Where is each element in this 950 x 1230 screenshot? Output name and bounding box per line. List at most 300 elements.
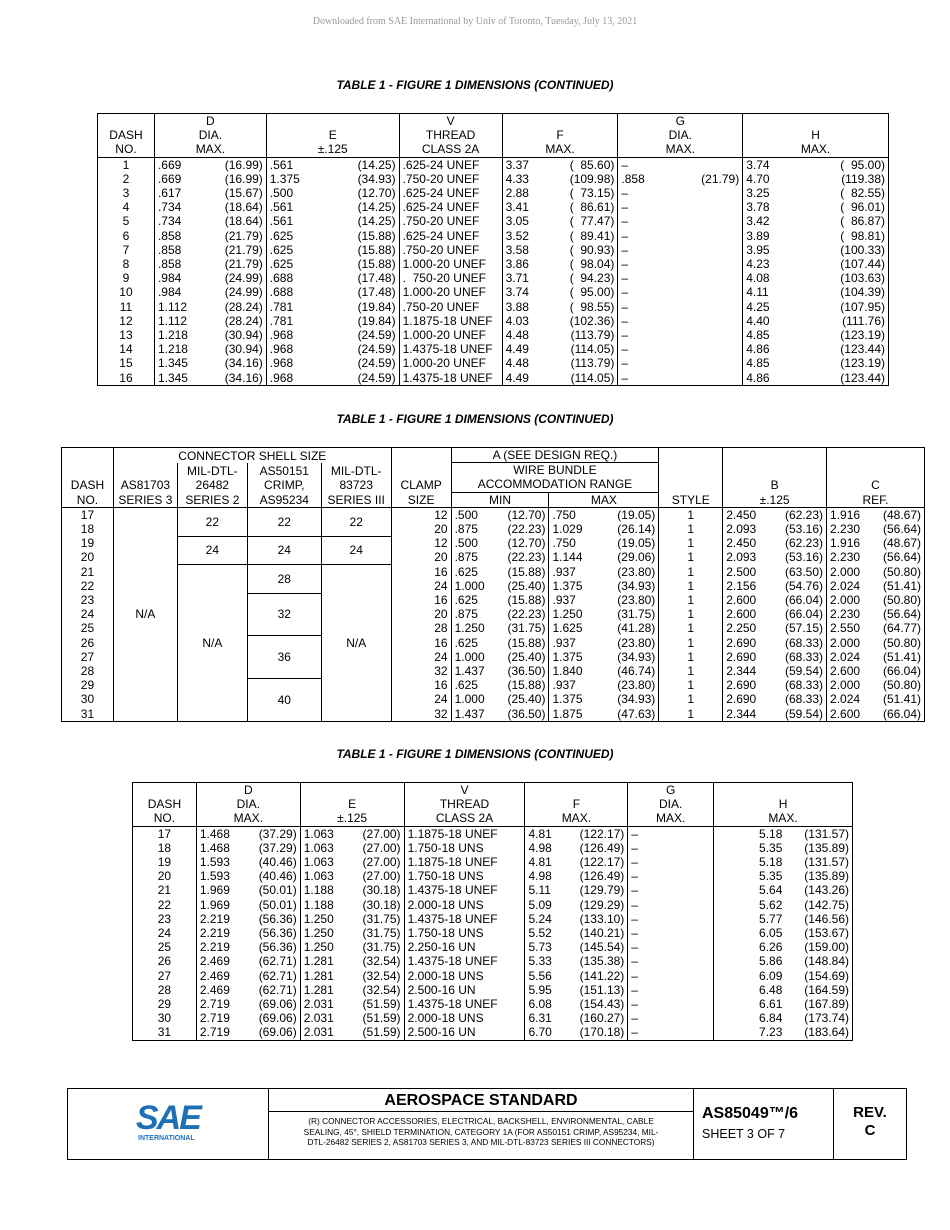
b-mm: (59.54) (785, 664, 824, 679)
table-cell (743, 300, 889, 314)
value-pair (304, 841, 401, 855)
table-cell (196, 983, 300, 997)
title-block (67, 1088, 907, 1160)
table-cell (714, 883, 853, 897)
table-row (62, 565, 925, 579)
f-inch: 5.24 (528, 911, 552, 926)
shell-size-s32: 32 (247, 593, 321, 636)
dash-header: DASH NO. (98, 114, 155, 158)
dash-header: DASH NO. (133, 783, 197, 827)
f-mm: (109.98) (569, 171, 615, 186)
thread-spec: 1.750-18 UNS (404, 869, 525, 883)
value-pair (830, 621, 921, 635)
table-cell (502, 285, 618, 299)
e-mm: (27.00) (362, 869, 401, 884)
value-pair (830, 678, 921, 692)
value-pair (200, 1025, 297, 1039)
h-mm: ( 95.00) (840, 157, 885, 172)
h-inch: 6.09 (759, 968, 783, 983)
sae-logo: SAE (136, 1099, 200, 1137)
f-mm: (114.05) (570, 370, 615, 385)
dash-no: 20 (133, 869, 197, 883)
h-inch: 4.85 (746, 356, 770, 371)
d-mm: (24.99) (224, 271, 263, 286)
table-cell (549, 664, 659, 678)
table-cell (714, 983, 853, 997)
value-pair (158, 172, 263, 186)
f-mm: (154.43) (579, 997, 625, 1012)
value-pair (270, 285, 396, 299)
table-cell (525, 940, 628, 954)
value-pair (200, 926, 297, 940)
value-pair (830, 565, 921, 579)
thread-spec: 1.4375-18 UNEF (404, 954, 525, 968)
table-cell (618, 314, 743, 328)
value-pair (717, 841, 849, 855)
f-inch: 5.33 (528, 954, 552, 969)
table-cell (618, 229, 743, 243)
value-pair (552, 650, 655, 664)
value-pair (158, 214, 263, 228)
value-pair (528, 969, 624, 983)
max-mm: (34.93) (617, 578, 656, 593)
value-pair (200, 883, 297, 897)
style: 1 (659, 522, 723, 536)
d-inch: 1.345 (157, 356, 188, 371)
table-cell (196, 1011, 300, 1025)
e-mm: (19.84) (357, 313, 396, 328)
d-mm: (69.06) (258, 997, 297, 1012)
table-cell (196, 883, 300, 897)
f-mm: ( 95.00) (569, 285, 615, 300)
thread-spec: .750-20 UNEF (399, 172, 502, 186)
f-inch: 3.74 (505, 285, 529, 300)
g-value: – (628, 855, 714, 869)
table-cell (502, 200, 618, 214)
d-inch: .858 (157, 242, 182, 257)
value-pair (455, 707, 546, 721)
table-cell (300, 969, 404, 983)
c-inch: 2.000 (830, 635, 861, 650)
table-cell (300, 997, 404, 1011)
f-inch: 3.88 (505, 299, 529, 314)
dash-no: 14 (98, 342, 155, 356)
clamp-size: 20 (391, 550, 451, 564)
d-inch: .858 (157, 257, 182, 272)
value-pair (746, 243, 885, 257)
style: 1 (659, 707, 723, 722)
value-pair (717, 883, 849, 897)
value-pair (830, 550, 921, 564)
f-inch: 3.71 (505, 271, 529, 286)
as50151-header: AS50151 CRIMP, AS95234 (247, 463, 321, 508)
table-cell (618, 172, 743, 186)
c-mm: (56.64) (882, 550, 921, 565)
e-mm: (14.25) (357, 214, 396, 229)
table-cell (525, 1025, 628, 1040)
table-cell (827, 678, 925, 692)
e-mm: (32.54) (362, 968, 401, 983)
e-mm: (24.59) (357, 370, 396, 385)
table-cell (300, 912, 404, 926)
revision-cell (834, 1089, 906, 1159)
value-pair (621, 214, 739, 228)
table-cell (827, 550, 925, 564)
min-inch: 1.000 (454, 692, 485, 707)
value-pair (830, 579, 921, 593)
min-inch: 1.437 (454, 706, 485, 721)
value-pair (158, 158, 263, 172)
table-cell (451, 664, 549, 678)
e-mm: (24.59) (357, 342, 396, 357)
e-inch: 2.031 (303, 1011, 334, 1026)
table-cell (451, 678, 549, 692)
d-mm: (56.36) (258, 940, 297, 955)
d-inch: .984 (157, 271, 182, 286)
table-cell (723, 507, 827, 522)
d-inch: 2.469 (199, 982, 230, 997)
value-pair (158, 285, 263, 299)
value-pair (552, 607, 655, 621)
value-pair (506, 229, 615, 243)
table-row (98, 229, 889, 243)
max-inch: .937 (552, 678, 576, 693)
b-inch: 2.690 (726, 678, 757, 693)
table-cell (525, 869, 628, 883)
table-cell (723, 678, 827, 692)
dash-no: 15 (98, 356, 155, 370)
value-pair (621, 229, 739, 243)
d-inch: 2.469 (199, 954, 230, 969)
v-header: V THREAD CLASS 2A (399, 114, 502, 158)
style: 1 (659, 579, 723, 593)
table-cell (827, 707, 925, 722)
e-inch: 1.188 (303, 883, 334, 898)
table-row (98, 328, 889, 342)
c-inch: 2.600 (830, 664, 861, 679)
aerospace-standard-heading: AEROSPACE STANDARD (269, 1089, 693, 1112)
table-cell (723, 522, 827, 536)
f-inch: 5.73 (528, 940, 552, 955)
e-mm: (51.59) (362, 997, 401, 1012)
value-pair (621, 158, 739, 172)
g-header: G DIA. MAX. (618, 114, 743, 158)
dash-no: 2 (98, 172, 155, 186)
table-cell (300, 1011, 404, 1025)
value-pair (621, 300, 739, 314)
value-pair (455, 593, 546, 607)
f-mm: ( 73.15) (569, 186, 615, 201)
clamp-size: 16 (391, 593, 451, 607)
table-row (98, 271, 889, 285)
d-inch: 2.469 (199, 968, 230, 983)
max-mm: (34.93) (617, 649, 656, 664)
b-mm: (66.04) (785, 593, 824, 608)
h-inch: 4.86 (746, 342, 770, 357)
table-cell (549, 650, 659, 664)
dash-no: 16 (98, 371, 155, 386)
e-mm: (31.75) (362, 926, 401, 941)
value-pair (270, 328, 396, 342)
h-inch: 5.35 (759, 869, 783, 884)
table-cell (154, 371, 266, 386)
f-inch: 4.98 (528, 869, 552, 884)
table-row (133, 1025, 853, 1040)
value-pair (726, 579, 823, 593)
c-mm: (48.67) (882, 507, 921, 522)
value-pair (304, 1025, 401, 1039)
dash-no: 1 (98, 157, 155, 172)
max-mm: (26.14) (617, 522, 656, 537)
h-inch: 3.25 (746, 186, 770, 201)
d-mm: (15.67) (224, 186, 263, 201)
max-mm: (29.06) (617, 550, 656, 565)
thread-spec: . 750-20 UNEF (399, 271, 502, 285)
logo-cell (68, 1089, 269, 1159)
table-cell (743, 229, 889, 243)
b-inch: 2.344 (726, 664, 757, 679)
d-mm: (40.46) (258, 855, 297, 870)
table-cell (502, 356, 618, 370)
d-mm: (62.71) (258, 954, 297, 969)
dash-header: DASH NO. (62, 448, 114, 508)
download-notice: Downloaded from SAE International by Univ of Toronto, Tuesday, July 13, 2021 (312, 16, 638, 27)
table-cell (525, 954, 628, 968)
dimensions-table-2 (61, 447, 925, 722)
table-cell (502, 300, 618, 314)
value-pair (506, 172, 615, 186)
table-cell (743, 243, 889, 257)
g-value: – (628, 940, 714, 954)
d-mm: (30.94) (224, 328, 263, 343)
e-mm: (17.48) (357, 271, 396, 286)
e-mm: (27.00) (362, 826, 401, 841)
table-cell (743, 257, 889, 271)
h-inch: 6.48 (759, 982, 783, 997)
value-pair (528, 827, 624, 841)
b-mm: (66.04) (785, 607, 824, 622)
style: 1 (659, 678, 723, 692)
value-pair (552, 664, 655, 678)
table-cell (502, 243, 618, 257)
table-cell (266, 285, 399, 299)
h-mm: (135.89) (804, 869, 849, 884)
value-pair (528, 997, 624, 1011)
value-pair (158, 243, 263, 257)
table-cell (618, 271, 743, 285)
description-cell (269, 1089, 694, 1159)
value-pair (506, 158, 615, 172)
table-cell (714, 969, 853, 983)
e-mm: (31.75) (362, 911, 401, 926)
table-row (98, 342, 889, 356)
dash-no: 28 (133, 983, 197, 997)
table-cell (154, 342, 266, 356)
b-inch: 2.156 (726, 578, 757, 593)
c-inch: 1.916 (830, 536, 861, 551)
table-cell (723, 579, 827, 593)
h-mm: ( 86.87) (840, 214, 885, 229)
table-cell (723, 692, 827, 706)
e-mm: (24.59) (357, 356, 396, 371)
f-inch: 3.52 (505, 228, 529, 243)
thread-spec: .625-24 UNEF (399, 186, 502, 200)
value-pair (200, 912, 297, 926)
h-inch: 6.26 (759, 940, 783, 955)
value-pair (830, 636, 921, 650)
b-mm: (62.23) (785, 536, 824, 551)
min-mm: (25.40) (507, 578, 546, 593)
table-cell (618, 300, 743, 314)
table-row (98, 243, 889, 257)
min-inch: .500 (454, 536, 478, 551)
value-pair (552, 636, 655, 650)
dash-no: 24 (62, 607, 114, 621)
table-cell (451, 593, 549, 607)
value-pair (621, 356, 739, 370)
h-mm: ( 82.55) (840, 186, 885, 201)
value-pair (506, 186, 615, 200)
value-pair (552, 707, 655, 721)
value-pair (506, 214, 615, 228)
d-mm: (56.36) (258, 911, 297, 926)
value-pair (528, 841, 624, 855)
c-inch: 2.000 (830, 564, 861, 579)
f-mm: ( 77.47) (569, 214, 615, 229)
d-inch: 1.593 (199, 869, 230, 884)
table-cell (502, 172, 618, 186)
value-pair (158, 271, 263, 285)
b-header: B ±.125 (723, 448, 827, 508)
g-value: – (628, 826, 714, 841)
e-mm: (31.75) (362, 940, 401, 955)
table-cell (743, 271, 889, 285)
thread-spec: 1.4375-18 UNEF (399, 371, 502, 386)
table-header-row (133, 783, 853, 827)
d-inch: .734 (157, 214, 182, 229)
h-mm: (103.63) (840, 271, 885, 286)
table-row (98, 200, 889, 214)
f-mm: (114.05) (570, 342, 615, 357)
e-inch: 1.188 (303, 897, 334, 912)
h-header: H MAX. (714, 783, 853, 827)
h-mm: ( 96.01) (840, 200, 885, 215)
value-pair (270, 356, 396, 370)
shell-size-na_mil26482: N/A (177, 565, 247, 722)
dash-no: 3 (98, 186, 155, 200)
f-mm: ( 89.41) (569, 228, 615, 243)
style: 1 (659, 550, 723, 564)
table-cell (525, 983, 628, 997)
b-mm: (53.16) (785, 550, 824, 565)
f-mm: ( 86.61) (569, 200, 615, 215)
d-inch: 1.468 (199, 840, 230, 855)
h-inch: 3.89 (746, 228, 770, 243)
value-pair (552, 536, 655, 550)
b-mm: (57.15) (785, 621, 824, 636)
b-inch: 2.450 (726, 536, 757, 551)
value-pair (506, 200, 615, 214)
value-pair (717, 1025, 849, 1039)
value-pair (270, 300, 396, 314)
value-pair (158, 200, 263, 214)
min-inch: .500 (454, 507, 478, 522)
value-pair (726, 522, 823, 536)
h-mm: (154.69) (804, 968, 849, 983)
table-cell (266, 328, 399, 342)
e-mm: (15.88) (357, 242, 396, 257)
table-cell (714, 826, 853, 841)
max-mm: (19.05) (617, 507, 656, 522)
dash-no: 22 (133, 898, 197, 912)
h-inch: 4.70 (746, 171, 770, 186)
value-pair (746, 257, 885, 271)
b-inch: 2.600 (726, 607, 757, 622)
thread-spec: 1.1875-18 UNEF (404, 826, 525, 841)
dash-no: 6 (98, 229, 155, 243)
h-inch: 6.05 (759, 926, 783, 941)
value-pair (304, 983, 401, 997)
value-pair (506, 328, 615, 342)
revision-value: C (864, 1122, 876, 1139)
h-mm: (100.33) (840, 242, 885, 257)
value-pair (528, 940, 624, 954)
h-mm: (131.57) (804, 826, 849, 841)
e-mm: (30.18) (362, 897, 401, 912)
value-pair (717, 954, 849, 968)
value-pair (270, 314, 396, 328)
table-row (98, 172, 889, 186)
h-mm: (123.44) (840, 370, 885, 385)
table-row (98, 371, 889, 386)
thread-spec: 1.1875-18 UNEF (404, 855, 525, 869)
clamp-size: 24 (391, 579, 451, 593)
e-inch: 1.281 (303, 968, 334, 983)
min-mm: (36.50) (507, 664, 546, 679)
value-pair (528, 926, 624, 940)
table-cell (266, 229, 399, 243)
d-mm: (62.71) (258, 968, 297, 983)
table-cell (525, 1011, 628, 1025)
dash-no: 31 (133, 1025, 197, 1040)
thread-spec: 1.4375-18 UNEF (404, 883, 525, 897)
shell-size-s36: 36 (247, 636, 321, 679)
table-cell (618, 342, 743, 356)
table-cell (196, 826, 300, 841)
d-mm: (69.06) (258, 1025, 297, 1040)
e-inch: 1.281 (303, 954, 334, 969)
thread-spec: 1.000-20 UNEF (399, 257, 502, 271)
table-cell (266, 371, 399, 386)
g-value: – (628, 898, 714, 912)
table-cell (300, 826, 404, 841)
value-pair (746, 328, 885, 342)
table-cell (743, 172, 889, 186)
table-row (133, 869, 853, 883)
value-pair (200, 983, 297, 997)
dash-no: 26 (62, 636, 114, 650)
e-mm: (24.59) (357, 328, 396, 343)
f-inch: 4.98 (528, 840, 552, 855)
table-cell (502, 229, 618, 243)
table-cell (300, 954, 404, 968)
e-mm: (27.00) (362, 840, 401, 855)
value-pair (830, 607, 921, 621)
table-row (133, 997, 853, 1011)
value-pair (621, 186, 739, 200)
table-cell (196, 855, 300, 869)
b-inch: 2.600 (726, 593, 757, 608)
